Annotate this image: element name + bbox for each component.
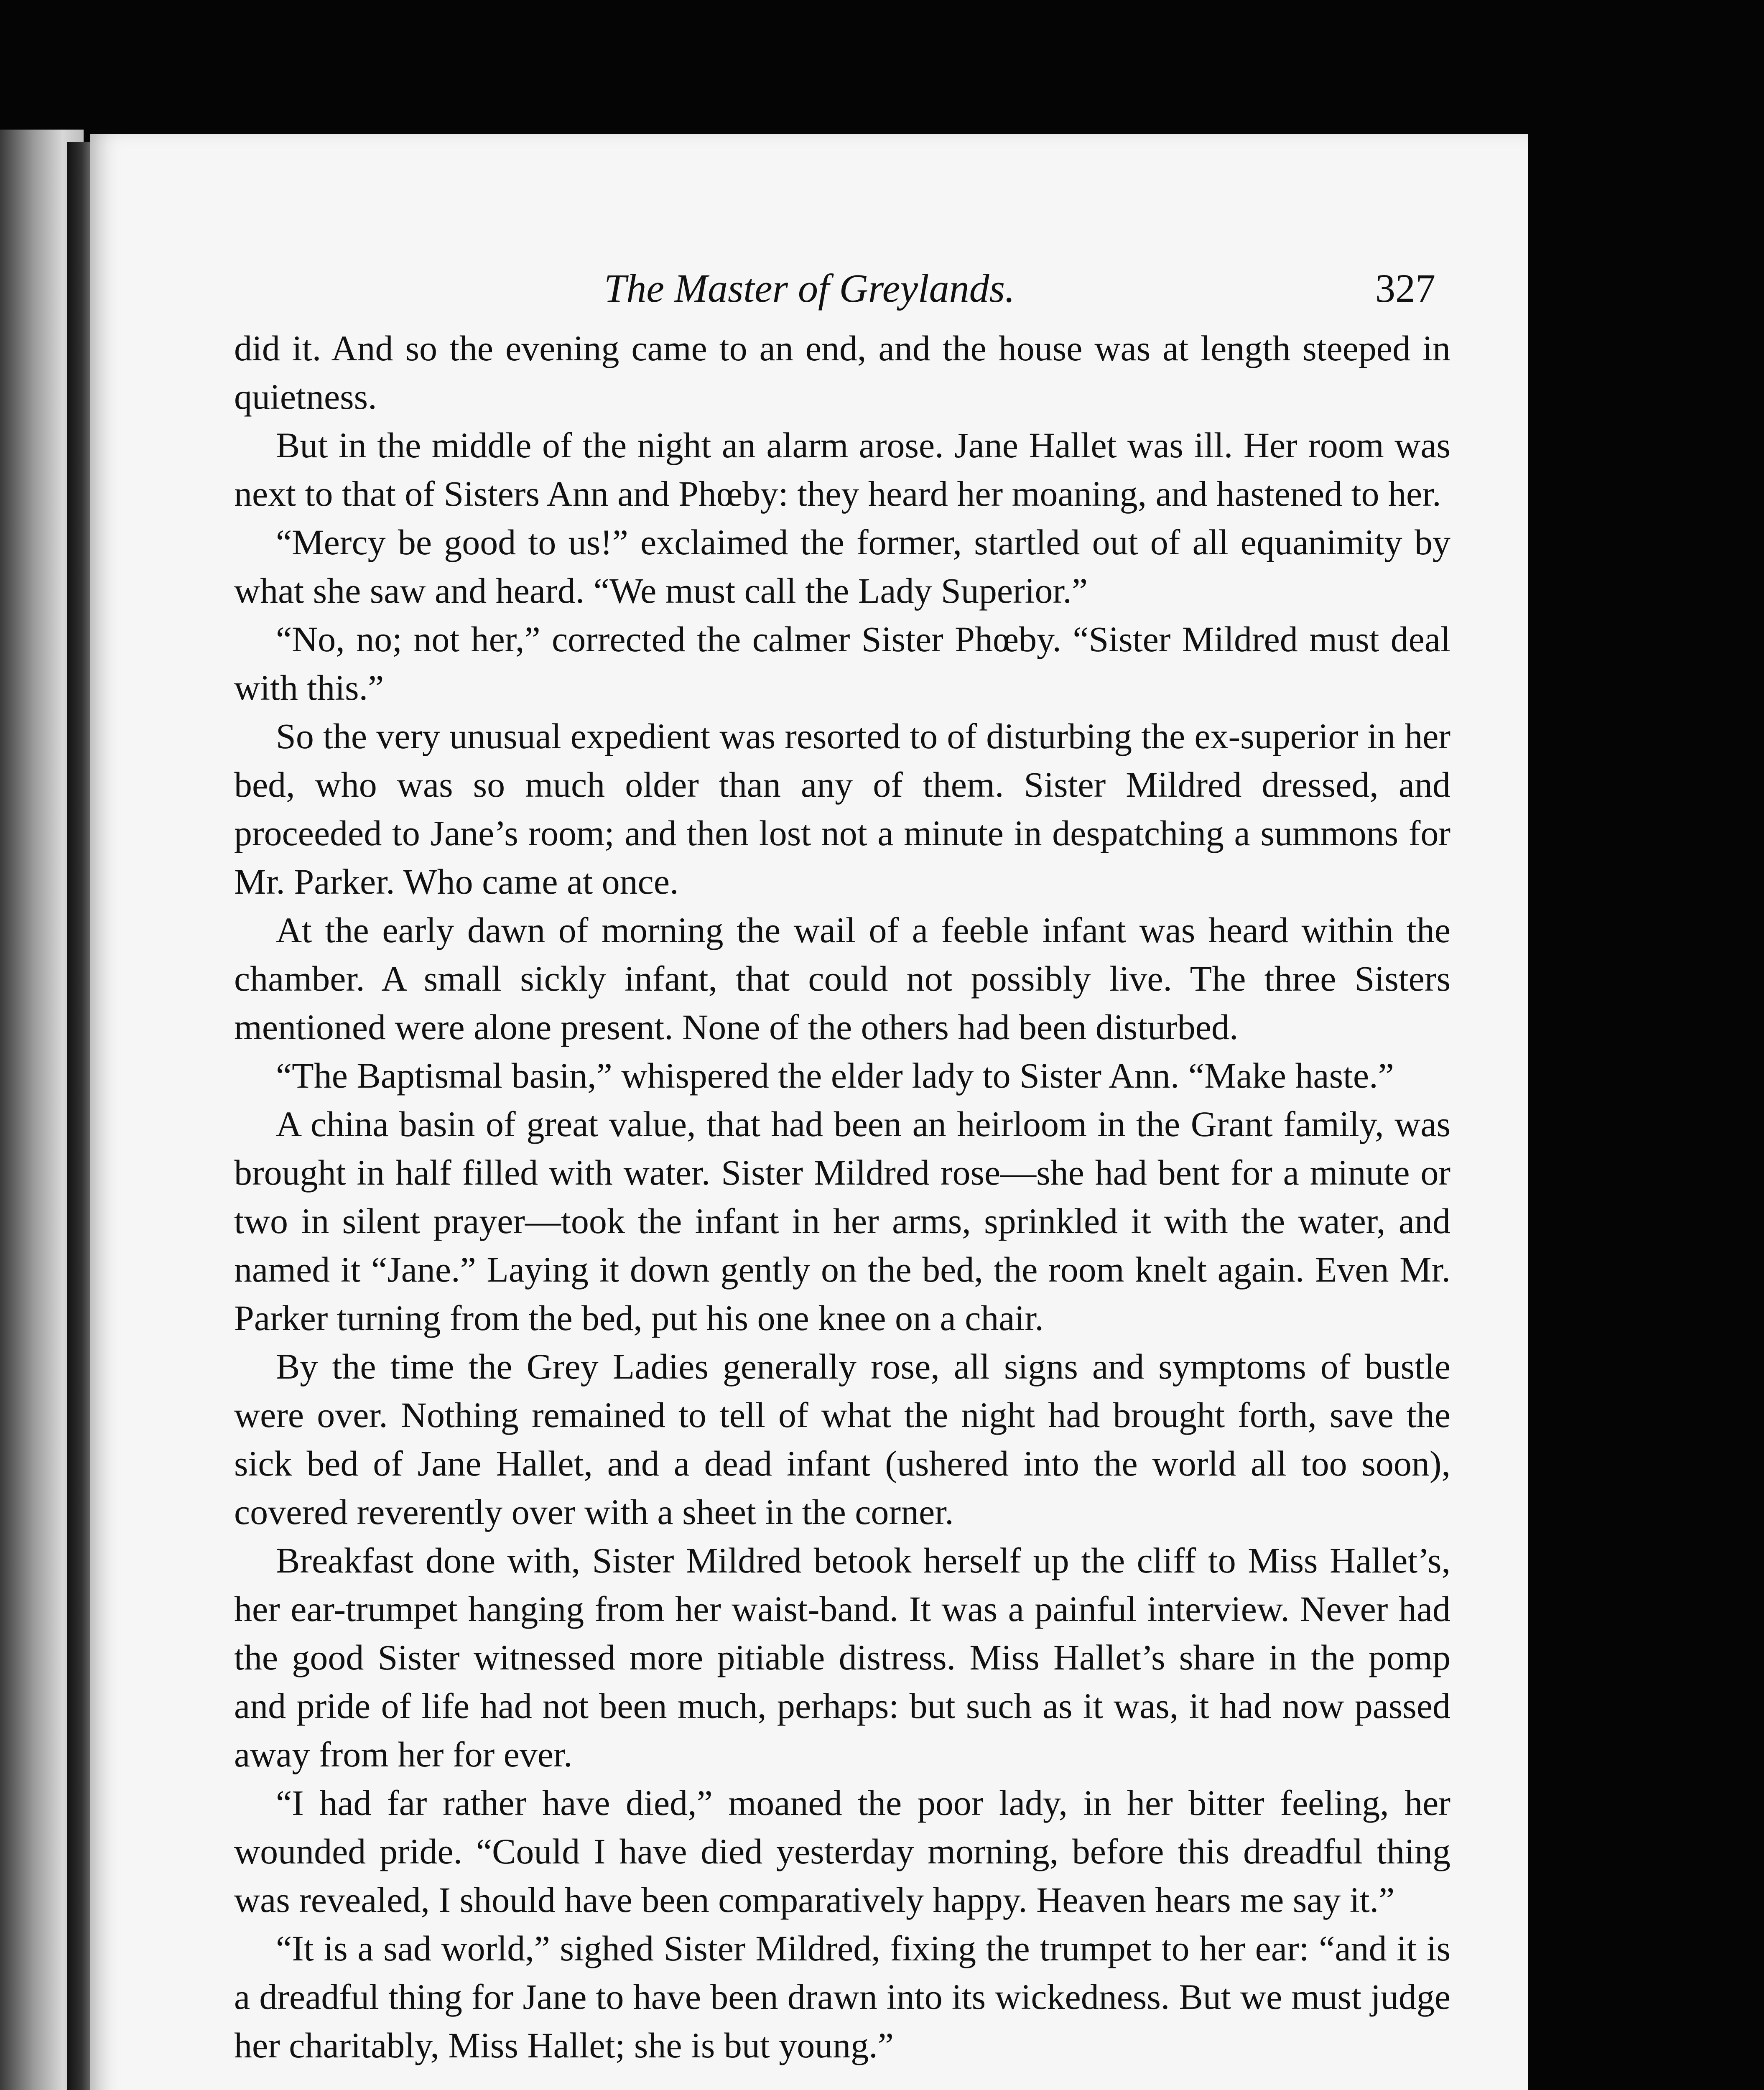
paragraph: “It is a sad world,” sighed Sister Mildred, fixing the trumpet to her ear: “and it is a dreadful thing for Jane to have been drawn into its wickedness. But we must judge her charitably, Miss Hallet; she is but young.” (234, 1928, 1450, 2065)
paragraph: “The Baptismal basin,” whispered the elder lady to Sister Ann. “Make haste.” (276, 1055, 1394, 1096)
paragraph: Breakfast done with, Sister Mildred betook herself up the cliff to Miss Hallet’s, her ear-trumpet hanging from her waist-band. It was a painful interview. Never had the good Sister witnessed more pitiable distress. Miss Hallet’s share in the pomp and pride of life had not been much, perhaps: but such as it was, it had now passed away from her for ever. (234, 1540, 1450, 1774)
paragraph: “Mercy be good to us!” exclaimed the former, startled out of all equanimity by what she saw and heard. “We must call the Lady Superior.” (234, 522, 1450, 611)
paragraph: By the time the Grey Ladies generally rose, all signs and symptoms of bustle were over. Nothing remained to tell of what the night had brought forth, save the sick bed of Jane Hallet, and a dead infant (ushered into the world all too soon), covered reverently over with a sheet in the corner. (234, 1346, 1450, 1532)
paragraph: “I had far rather have died,” moaned the poor lady, in her bitter feeling, her wounded pride. “Could I have died yesterday morning, before this dreadful thing was revealed, I should have been comparatively happy. Heaven hears me say it.” (234, 1783, 1450, 1920)
paragraph: So the very unusual expedient was resorted to of disturbing the ex-superior in her bed, who was so much older than any of them. Sister Mildred dressed, and proceeded to Jane’s room; and then lost not a minute in despatching a summons for Mr. Parker. Who came at once. (234, 716, 1450, 902)
page-number: 327 (1375, 266, 1435, 311)
paragraph: At the early dawn of morning the wail of a feeble infant was heard within the chamber. A small sickly infant, that could not possibly live. The three Sisters mentioned were alone present. None of the others had been disturbed. (234, 910, 1450, 1047)
running-title: The Master of Greylands. (604, 266, 1015, 311)
paragraph: did it. And so the evening came to an end, and the house was at length steeped in quietness. (234, 328, 1450, 417)
paragraph: But in the middle of the night an alarm arose. Jane Hallet was ill. Her room was next to that of Sisters Ann and Phœby: they heard her moaning, and hastened to her. (234, 425, 1450, 514)
running-head (90, 253, 1528, 324)
paragraph: A china basin of great value, that had been an heirloom in the Grant family, was brought in half filled with water. Sister Mildred rose—she had bent for a minute or two in silent prayer—took the infant in her arms, sprinkled it with the water, and named it “Jane.” Laying it down gently on the bed, the room knelt again. Even Mr. Parker turning from the bed, put his one knee on a chair. (234, 1104, 1450, 1338)
paragraph: “No, no; not her,” corrected the calmer Sister Phœby. “Sister Mildred must deal with this.” (234, 619, 1450, 708)
book-page (90, 134, 1528, 2090)
page-text (234, 324, 1450, 2070)
